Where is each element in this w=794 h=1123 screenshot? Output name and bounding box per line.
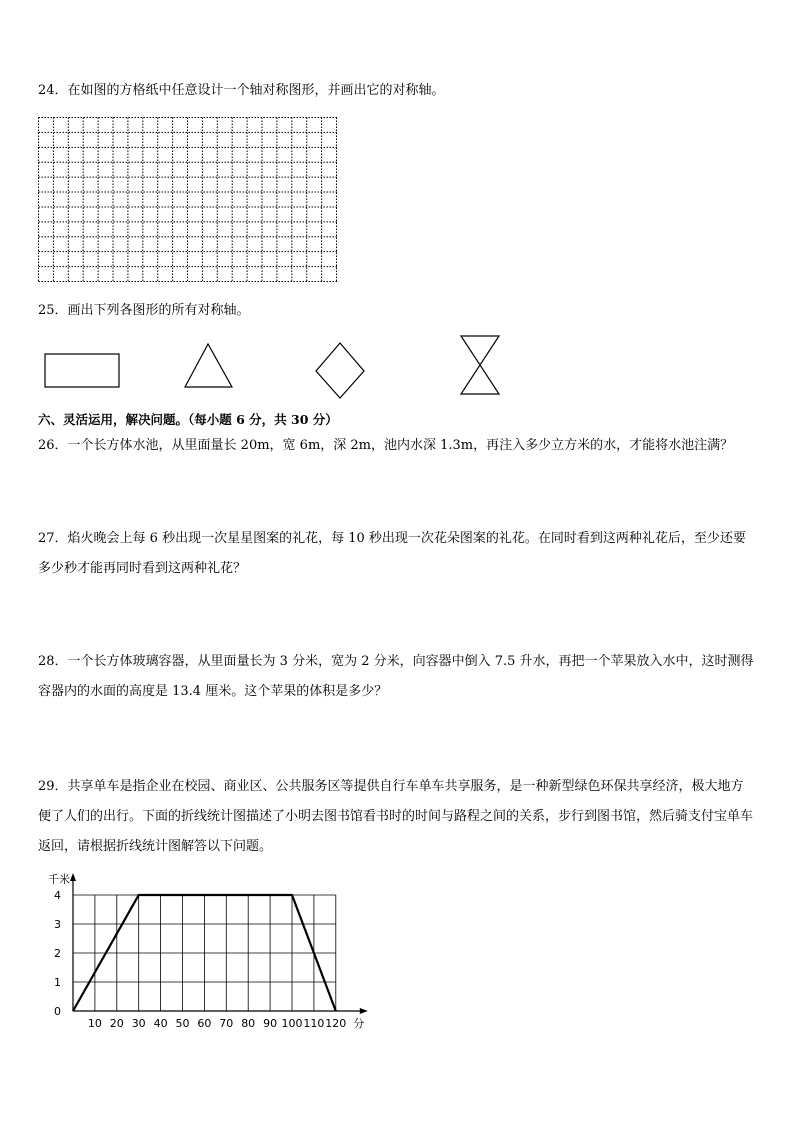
x-axis-arrow — [360, 1008, 368, 1014]
shapes-row — [38, 330, 538, 400]
question-24: 24．在如图的方格纸中任意设计一个轴对称图形，并画出它的对称轴。 — [38, 83, 445, 98]
y-axis-arrow — [70, 873, 76, 881]
question-29: 29．共享单车是指企业在校园、商业区、公共服务区等提供自行车单车共享服务，是一种新型绿色环保共享经济，极大地方便了人们的出行。下面的折线统计图描述了小明去图书馆看书时的时间与路程之间的关系，步行到图书馆，然后骑支付宝单车返回，请根据折线统计图解答以下问题。 — [38, 779, 754, 854]
x-tick-label: 80 — [241, 1017, 256, 1030]
dotted-grid-paper — [38, 117, 338, 283]
y-tick-label: 2 — [54, 947, 61, 960]
y-tick-label: 4 — [54, 889, 61, 902]
x-tick-label: 60 — [197, 1017, 212, 1030]
y-tick-label: 3 — [54, 918, 61, 931]
x-tick-label: 40 — [153, 1017, 168, 1030]
y-tick-label: 0 — [54, 1005, 61, 1018]
x-tick-label: 30 — [131, 1017, 146, 1030]
question-28: 28．一个长方体玻璃容器，从里面量长为 3 分米，宽为 2 分米，向容器中倒入 7.5 升水，再把一个苹果放入水中，这时测得容器内的水面的高度是 13.4 厘米。这个苹果的体积是多少？ — [38, 654, 754, 699]
question-25: 25．画出下列各图形的所有对称轴。 — [38, 303, 250, 318]
x-tick-label: 100 — [281, 1017, 303, 1030]
question-26: 26．一个长方体水池，从里面量长 20m，宽 6m，深 2m，池内水深 1.3m，再注入多少立方米的水，才能将水池注满？ — [38, 438, 734, 453]
diamond-shape — [316, 343, 364, 398]
line-chart — [36, 868, 376, 1038]
question-27: 27．焰火晚会上每 6 秒出现一次星星图案的礼花，每 10 秒出现一次花朵图案的礼花。在同时看到这两种礼花后，至少还要多少秒才能再同时看到这两种礼花？ — [38, 531, 746, 576]
x-tick-label: 110 — [303, 1017, 325, 1030]
x-tick-label: 90 — [263, 1017, 278, 1030]
y-axis-label: 千米 — [48, 873, 70, 886]
x-tick-label: 20 — [109, 1017, 124, 1030]
rectangle-shape — [45, 354, 119, 387]
triangle-shape — [185, 344, 232, 387]
x-axis-label: 分 — [353, 1017, 365, 1030]
hourglass-shape — [461, 336, 499, 394]
x-tick-label: 70 — [219, 1017, 234, 1030]
x-tick-label: 10 — [87, 1017, 102, 1030]
y-tick-label: 1 — [54, 976, 61, 989]
section-heading: 六、灵活运用，解决问题。（每小题 6 分，共 30 分） — [38, 412, 338, 427]
x-tick-label: 120 — [325, 1017, 347, 1030]
x-tick-label: 50 — [175, 1017, 190, 1030]
